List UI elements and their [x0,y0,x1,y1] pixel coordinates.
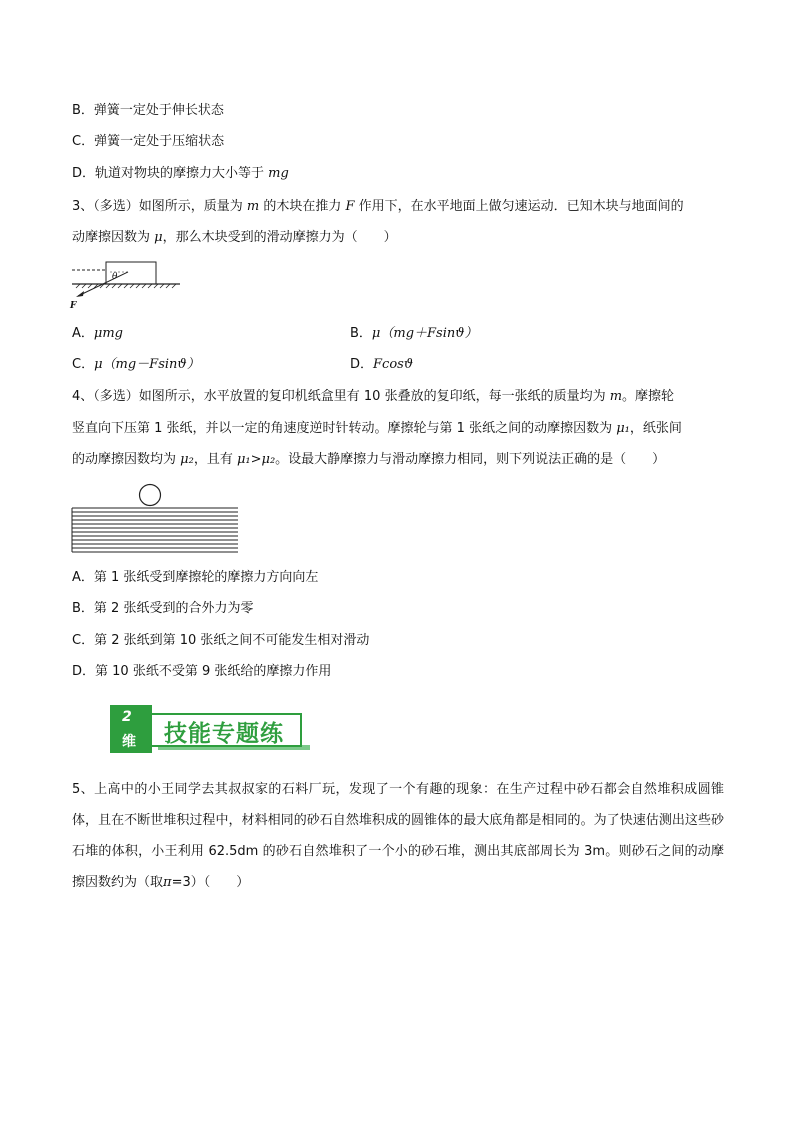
q4-stem-line3 [72,451,665,469]
q3-text: 3、（多选）如图所示，质量为 [72,199,247,214]
q5-var-pi: π [163,875,172,890]
q4-option-c: C．第 2 张纸到第 10 张纸之间不可能发生相对滑动 [72,633,370,648]
option-value: μmg [93,326,124,341]
q4-text: ，纸张间 [629,421,682,436]
option-value: μ（mg－Fsinϑ） [94,357,200,372]
q3-var-mu: μ [154,230,163,245]
q3-stem-line2 [72,229,397,247]
q4-text: 4、（多选）如图所示，水平放置的复印机纸盒里有 10 张叠放的复印纸，每一张纸的质量均为 [72,389,610,404]
option-label: B． [350,326,372,341]
q3-var-f: F [345,199,355,214]
q5-stem [72,774,724,898]
q2-option-d-text: D．轨道对物块的摩擦力大小等于 [72,166,269,181]
q3-option-b [350,325,478,343]
badge-number: 2 [122,709,132,725]
q5-text: =3）（ ） [171,875,250,890]
q4-stem-line1 [72,388,674,406]
q3-text: ，那么木块受到的滑动摩擦力为（ ） [162,230,397,245]
q3-text: 作用下，在水平地面上做匀速运动．已知木块与地面间的 [354,199,684,214]
q3-option-a [72,325,123,343]
option-label: D． [350,357,374,372]
q2-option-b: B．弹簧一定处于伸长状态 [72,103,224,118]
theta-label: θ [112,272,118,282]
q4-var-mu2: μ₂ [180,452,194,467]
q2-option-d-var: mg [268,166,289,181]
q4-option-a: A．第 1 张纸受到摩擦轮的摩擦力方向向左 [72,570,319,585]
force-arrowhead [76,291,84,297]
option-value: μ（mg＋Fsinϑ） [371,326,478,341]
friction-wheel [140,485,161,506]
q2-option-c: C．弹簧一定处于压缩状态 [72,134,225,149]
section-badge [110,705,306,753]
force-label: F [70,301,77,310]
q4-text: 的动摩擦因数均为 [72,452,181,467]
option-label: A． [72,326,94,341]
q3-var-m: m [246,199,260,214]
badge-number-box [110,705,152,753]
option-value: Fcosϑ [373,357,414,372]
q4-var-m: m [609,389,623,404]
q3-block-figure [66,258,186,310]
q4-text: 。设最大静摩擦力与滑动摩擦力相同，则下列说法正确的是（ ） [275,452,666,467]
q2-option-d [72,165,289,183]
badge-wei: 维 [122,734,136,750]
q3-text: 动摩擦因数为 [72,230,155,245]
q4-relation: μ₁>μ₂ [236,452,276,467]
q4-paper-stack-figure [70,482,242,554]
q4-text: 。摩擦轮 [622,389,675,404]
q4-stem-line2 [72,420,682,438]
option-label: C． [72,357,95,372]
q4-var-mu1: μ₁ [616,421,630,436]
q4-option-b: B．第 2 张纸受到的合外力为零 [72,601,254,616]
ground-hatching [76,284,176,288]
q3-stem-line1 [72,198,684,216]
q4-text: ，且有 [193,452,237,467]
q3-option-c [72,356,200,374]
q4-text: 竖直向下压第 1 张纸，并以一定的角速度逆时针转动。摩擦轮与第 1 张纸之间的动摩擦因数为 [72,421,617,436]
q3-option-d [350,356,413,374]
paper-sheets [72,508,238,552]
q4-option-d: D．第 10 张纸不受第 9 张纸给的摩擦力作用 [72,664,332,679]
section-title: 技能专题练 [164,721,284,747]
q3-text: 的木块在推力 [259,199,346,214]
q5-text: 5、上高中的小王同学去其叔叔家的石料厂玩，发现了一个有趣的现象：在生产过程中砂石都会自然堆积成圆锥体，且在不断世堆积过程中，材料相同的砂石自然堆积成的圆锥体的最大底角都是相同的。为了快速估测出这些砂石堆的体积，小王利用 62.5dm 的砂石自然堆积了一个小的砂石堆，测出其底部周长为 3m。则砂石之间的动摩擦因数约为（取 [72,782,724,890]
